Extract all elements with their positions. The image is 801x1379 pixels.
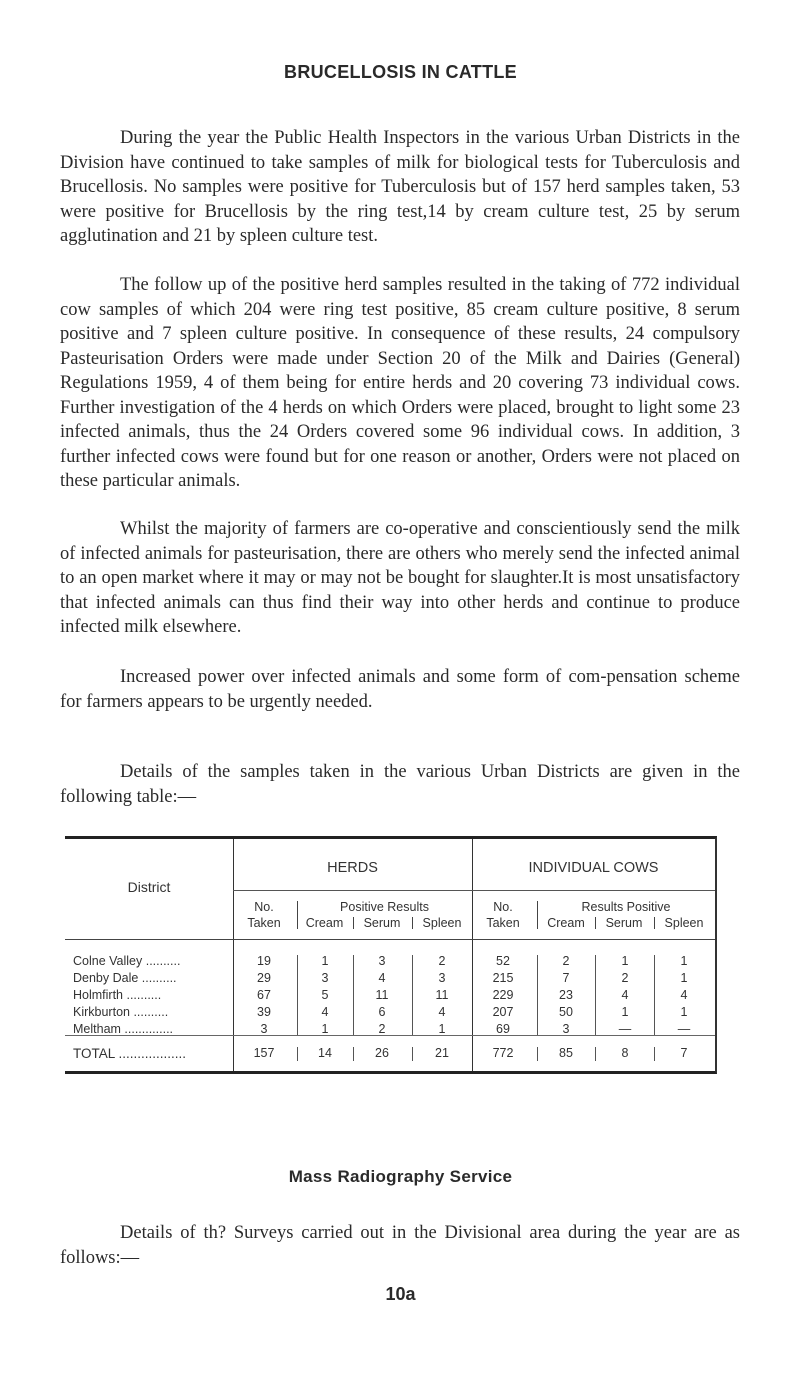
individual-cows-header: INDIVIDUAL COWS xyxy=(528,860,659,876)
indiv-cream-header: Cream xyxy=(547,916,585,930)
herds-serum-header: Serum xyxy=(363,916,401,930)
herds-positive-results-header: Positive Results xyxy=(340,900,429,914)
page-number: 10a xyxy=(385,1284,416,1304)
herds-cream-header: Cream xyxy=(305,916,344,930)
table-divider xyxy=(65,939,715,940)
indiv-serum-header: Serum xyxy=(605,916,643,930)
indiv-results-positive-header: Results Positive xyxy=(581,900,671,914)
paragraph-3: Whilst the majority of farmers are co-operative and conscientiously send the milk of infected animals for pasteurisation, there are others who merely send the infected animal to an open market where it may or may not be bought for slaughter.It is most unsatisfactory that infected animals can thus find their way into other herds and continue to produce infected milk elsewhere. xyxy=(60,519,740,637)
district-header: District xyxy=(127,879,171,895)
paragraph-4: Increased power over infected animals and some form of com-pensation scheme for farmers appears to be urgently needed. xyxy=(60,667,740,712)
herds-no-taken-header: No. Taken xyxy=(247,900,281,930)
page-title: BRUCELLOSIS IN CATTLE xyxy=(284,62,517,82)
section-title: Mass Radiography Service xyxy=(288,1167,513,1186)
district-name: Holmfirth .......... xyxy=(73,988,162,1002)
paragraph-1: During the year the Public Health Inspectors in the various Urban Districts in the Division have continued to take samples of milk for biological tests for Tuberculosis and Brucellosis. No samples were positive for Tuberculosis but of 157 herd samples taken, 53 were positive for Brucellosis by the ring test,14 by cream culture test, 25 by serum agglutination and 21 by spleen culture test. xyxy=(60,128,740,246)
paragraph-5: Details of the samples taken in the various Urban Districts are given in the following table:— xyxy=(60,762,740,807)
district-name: Meltham .............. xyxy=(73,1022,174,1036)
table-divider xyxy=(233,890,715,891)
samples-table: District HERDS INDIVIDUAL COWS No. Taken Positive Results Cream Serum Spleen No. Taken Results Positive Cream Serum Spleen Colne Valley .......... 19 1 3 2 52 2 1 1 Denby Dale .......... 29 3 4 3 215 7 2 1 Holmfirth .......... 67 5 11 11 229 23 4 4 Kirkburton .......... 39 4 6 4 207 50 1 1 Meltham .............. 3 1 2 1 69 3 — — TOTAL .................. 157 14 26 21 772 85 8 7 xyxy=(65,836,717,1074)
indiv-no-taken-header: No. Taken xyxy=(486,900,520,930)
herds-header: HERDS xyxy=(327,860,378,876)
paragraph-6: Details of th? Surveys carried out in the Divisional area during the year are as follows:— xyxy=(60,1223,740,1268)
total-label: TOTAL .................. xyxy=(73,1046,187,1061)
district-name: Kirkburton .......... xyxy=(73,1005,169,1019)
paragraph-2: The follow up of the positive herd samples resulted in the taking of 772 individual cow samples of which 204 were ring test positive, 85 cream culture positive, 8 serum positive and 7 spleen culture positive. In consequence of these results, 24 compulsory Pasteurisation Orders were made under Section 20 of the Milk and Dairies (General) Regulations 1959, 4 of them being for entire herds and 20 covering 73 individual cows. Further investigation of the 4 herds on which Orders were placed, brought to light some 23 infected animals, thus the 24 Orders covered some 96 individual cows. In addition, 3 further infected cows were found but for one reason or another, Orders were not placed on these particular animals. xyxy=(60,275,740,491)
district-name: Colne Valley .......... xyxy=(73,954,181,968)
indiv-spleen-header: Spleen xyxy=(664,916,704,930)
herds-spleen-header: Spleen xyxy=(422,916,462,930)
district-name: Denby Dale .......... xyxy=(73,971,177,985)
